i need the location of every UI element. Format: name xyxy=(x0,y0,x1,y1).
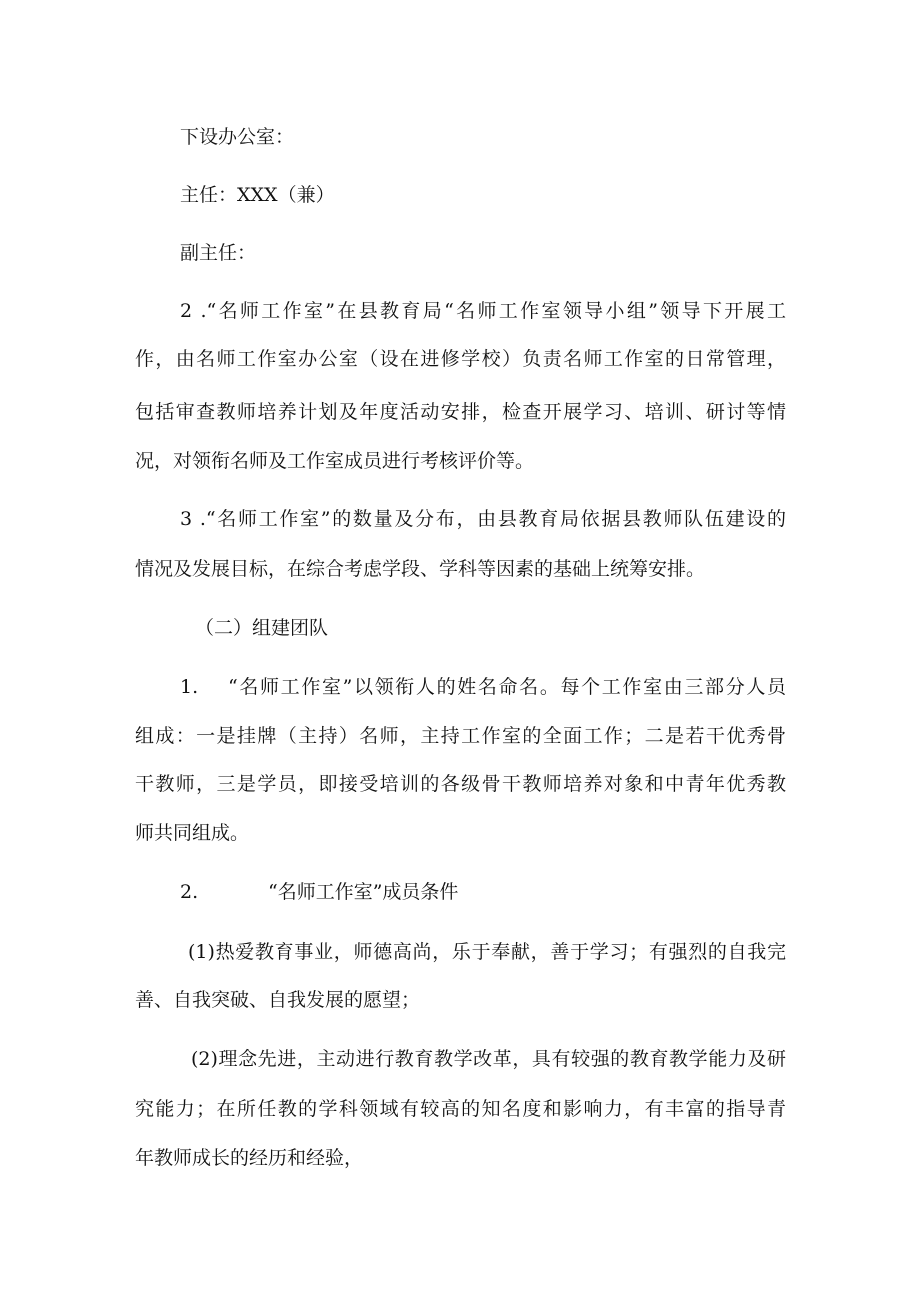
item-title: “名师工作室”成员条件 xyxy=(268,881,459,903)
paragraph-line: (2)理念先进，主动进行教育教学改革，具有较强的教育教学能力及研 xyxy=(191,1048,786,1070)
paragraph-line: 3 .“名师工作室”的数量及分布，由县教育局依据县教师队伍建设的 xyxy=(180,508,786,530)
paragraph-line: 情况及发展目标，在综合考虑学段、学科等因素的基础上统筹安排。 xyxy=(135,558,706,580)
section-heading: （二）组建团队 xyxy=(195,617,329,639)
paragraph-line: (1)热爱教育事业，师德高尚，乐于奉献，善于学习；有强烈的自我完 xyxy=(188,941,786,963)
paragraph-line: 干教师，三是学员，即接受培训的各级骨干教师培养对象和中青年优秀教 xyxy=(135,773,786,795)
paragraph-line: 年教师成长的经历和经验， xyxy=(135,1147,364,1169)
paragraph-line: “名师工作室”以领衔人的姓名命名。每个工作室由三部分人员 xyxy=(228,676,786,698)
paragraph-line: 包括审查教师培养计划及年度活动安排，检查开展学习、培训、研讨等情 xyxy=(135,401,786,423)
paragraph-line: 组成：一是挂牌（主持）名师，主持工作室的全面工作；二是若干优秀骨 xyxy=(135,725,786,747)
paragraph-line: 2 .“名师工作室”在县教育局“名师工作室领导小组”领导下开展工 xyxy=(180,300,786,322)
paragraph-line: 善、自我突破、自我发展的愿望； xyxy=(135,989,421,1011)
paragraph-line: 究能力；在所任教的学科领域有较高的知名度和影响力，有丰富的指导青 xyxy=(135,1098,786,1120)
paragraph-line: 师共同组成。 xyxy=(135,822,250,844)
item-number: 2. xyxy=(180,881,199,903)
director-line: 主任：XXX（兼） xyxy=(180,184,335,206)
deputy-director-line: 副主任： xyxy=(180,242,257,264)
paragraph-line: 作，由名师工作室办公室（设在进修学校）负责名师工作室的日常管理， xyxy=(135,348,786,370)
office-heading: 下设办公室： xyxy=(180,126,295,148)
paragraph-line: 况，对领衔名师及工作室成员进行考核评价等。 xyxy=(135,450,535,472)
item-number: 1. xyxy=(180,676,199,698)
